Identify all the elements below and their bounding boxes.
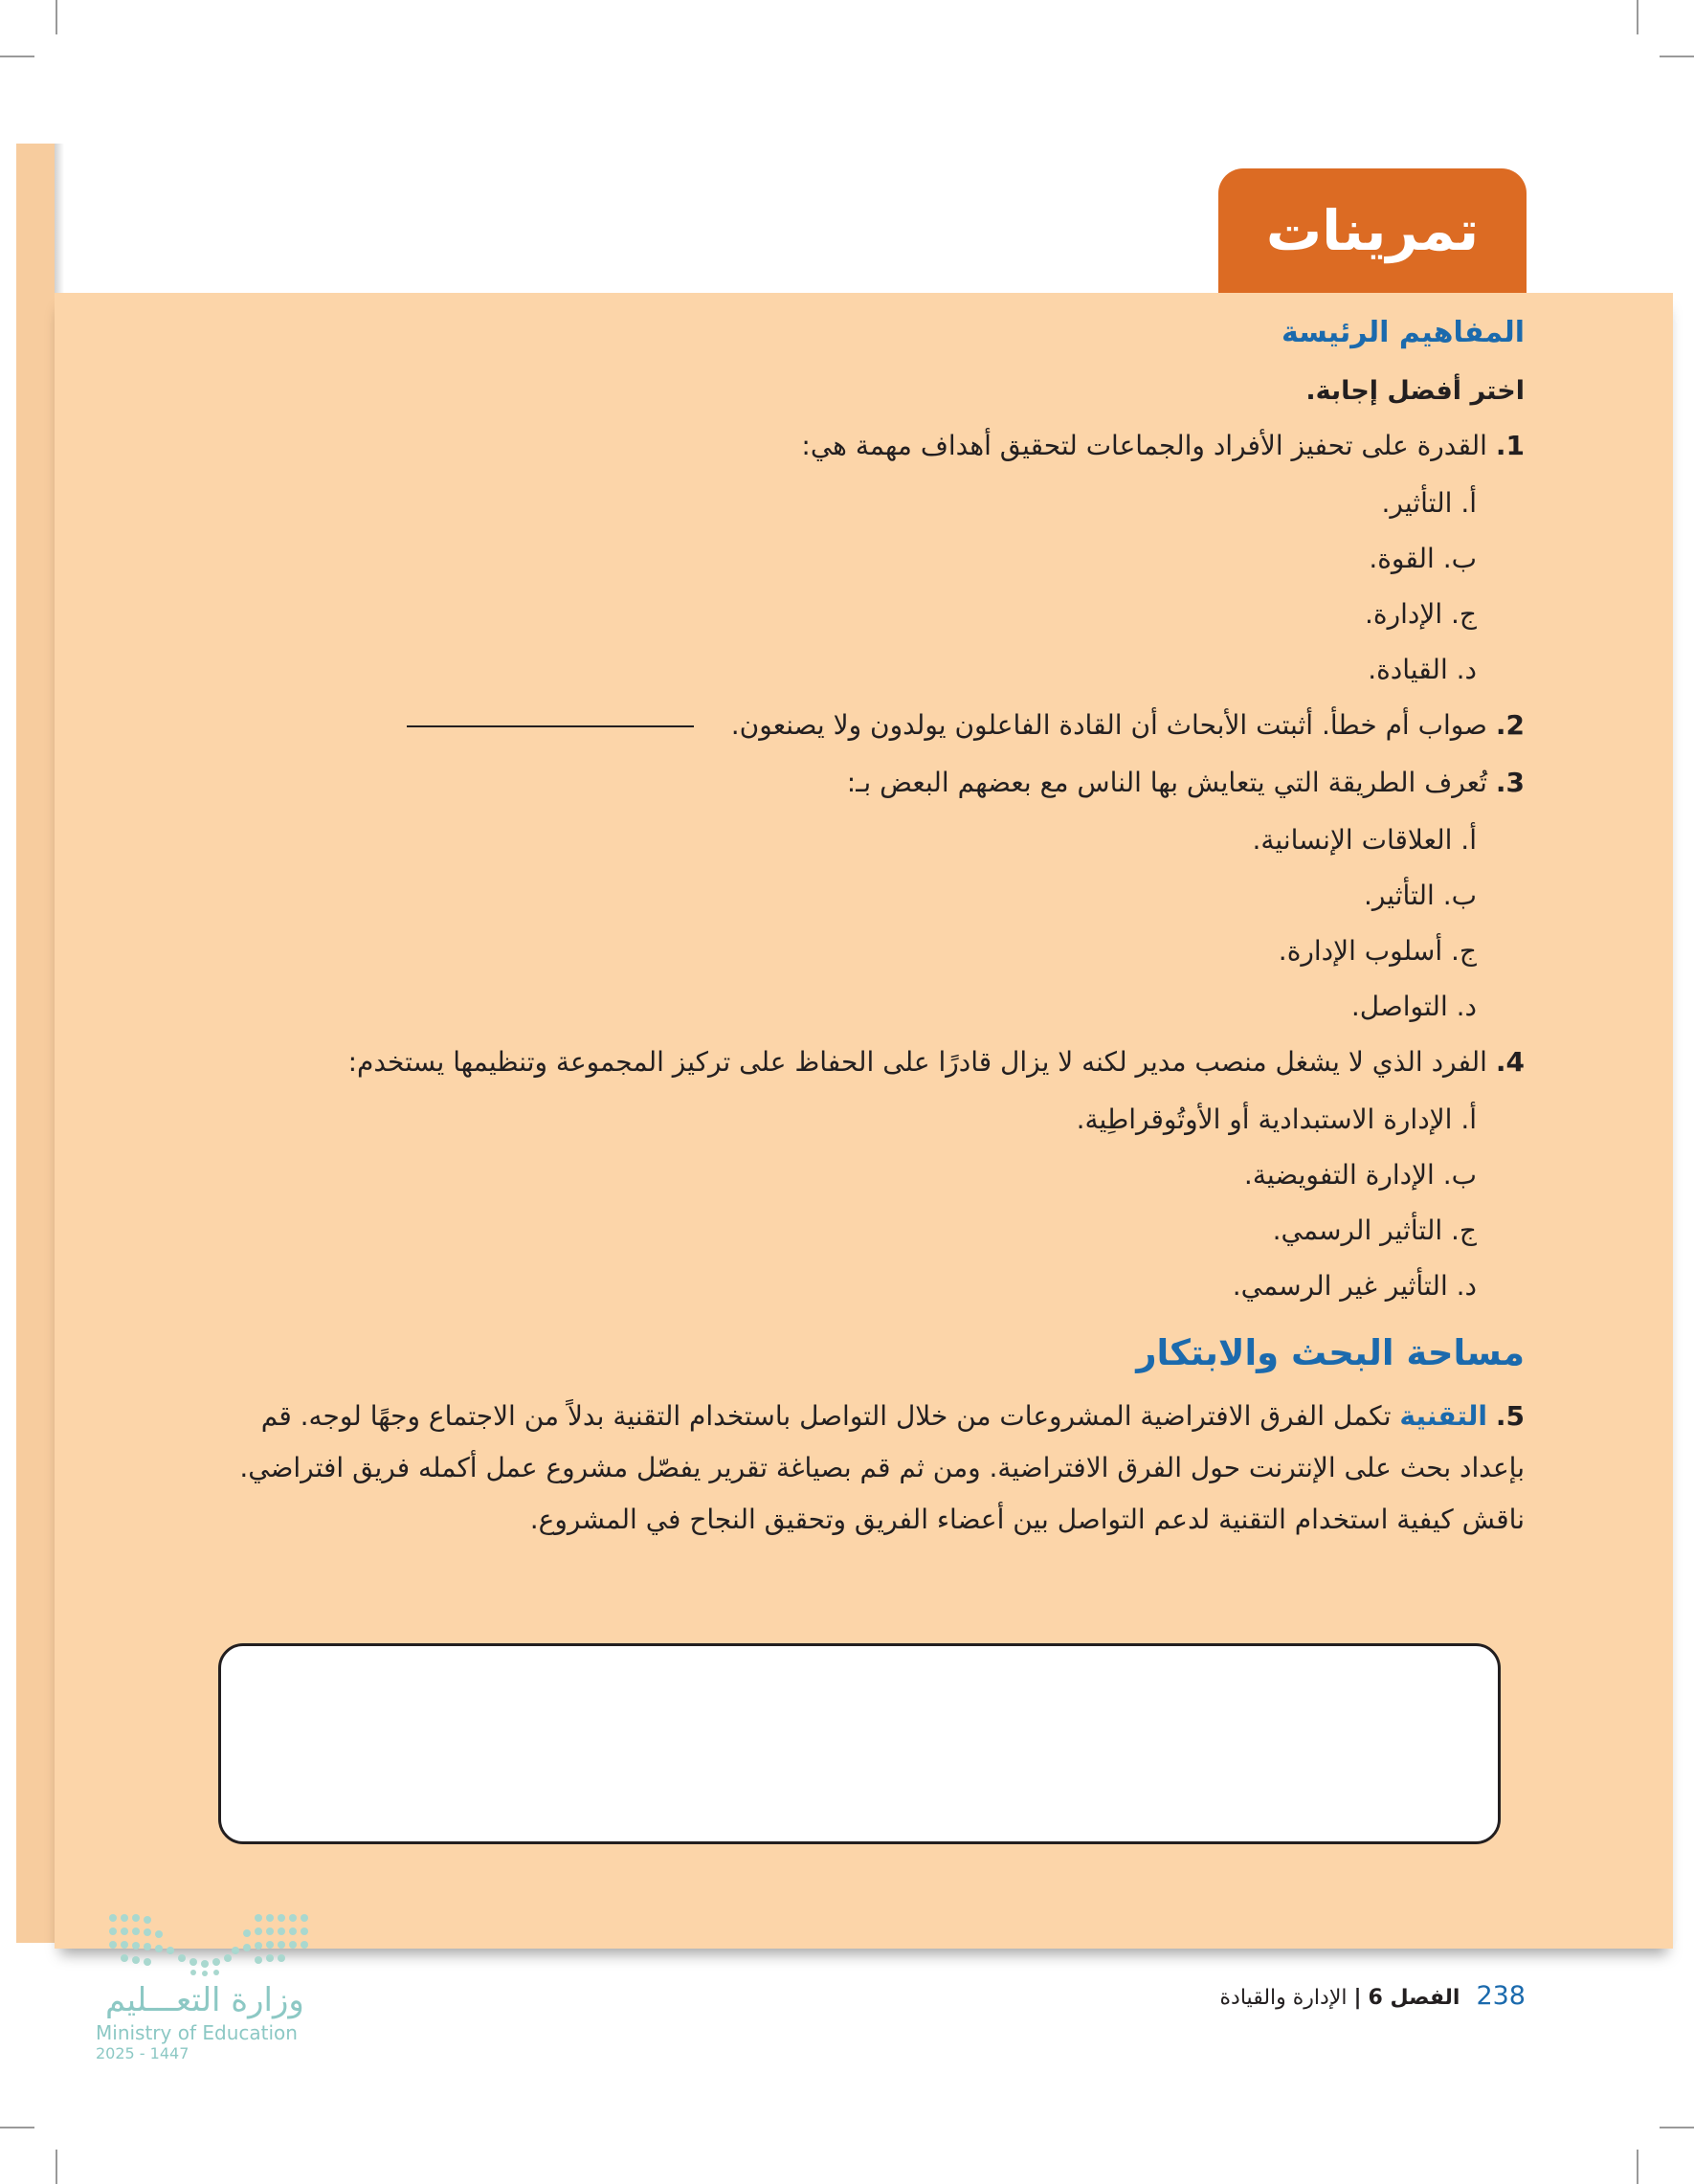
crop-mark <box>56 2150 57 2184</box>
question-1 <box>191 427 1525 465</box>
option-3a[interactable]: أ. العلاقات الإنسانية. <box>1252 824 1477 856</box>
exercises-title: تمرينات <box>1265 198 1480 263</box>
technology-keyword: التقنية <box>1399 1400 1487 1432</box>
question-text: تُعرف الطريقة التي يتعايش بها الناس مع بعضهم البعض بـ: <box>846 767 1487 798</box>
chapter-label: الفصل 6 <box>1368 1986 1460 2010</box>
question-text: صواب أم خطأ. أثبتت الأبحاث أن القادة الفاعلون يولدون ولا يصنعون. <box>730 709 1487 741</box>
instruction-text: اختر أفضل إجابة. <box>1305 376 1525 406</box>
research-heading: مساحة البحث والابتكار <box>1136 1332 1525 1373</box>
ministry-name-english: Ministry of Education <box>96 2021 298 2044</box>
exercises-tab <box>1218 168 1527 294</box>
crop-mark <box>1637 2150 1638 2184</box>
crop-mark <box>0 2127 34 2128</box>
option-4d[interactable]: د. التأثير غير الرسمي. <box>1232 1270 1477 1302</box>
option-4a[interactable]: أ. الإدارة الاستبدادية أو الأوتُوقراطِية. <box>1076 1103 1477 1135</box>
option-3b[interactable]: ب. التأثير. <box>1363 880 1477 911</box>
crop-mark <box>0 56 34 57</box>
question-number: 4. <box>1495 1046 1525 1078</box>
question-number: 3. <box>1495 767 1525 798</box>
ministry-name-arabic: وزارة التعـــليم <box>105 1981 304 2019</box>
question-3 <box>191 764 1525 802</box>
ministry-logo <box>96 1910 316 2062</box>
question-text: القدرة على تحفيز الأفراد والجماعات لتحقيق أهداف مهمة هي: <box>801 430 1487 461</box>
question-2 <box>191 706 1525 745</box>
crop-mark <box>1637 0 1638 34</box>
question-number: 2. <box>1495 709 1525 741</box>
chapter-title: الإدارة والقيادة <box>1219 1986 1348 2010</box>
option-1b[interactable]: ب. القوة. <box>1369 543 1477 574</box>
ministry-dots-icon <box>105 1910 316 1977</box>
question-number: 1. <box>1495 430 1525 461</box>
answer-box[interactable] <box>218 1643 1501 1844</box>
crop-mark <box>1660 2127 1694 2128</box>
page-footer <box>1220 1981 1526 2011</box>
ministry-year: 2025 - 1447 <box>96 2044 189 2062</box>
question-text: الفرد الذي لا يشغل منصب مدير لكنه لا يزال قادرًا على الحفاظ على تركيز المجموعة وتنظيمها يستخدم: <box>347 1046 1487 1078</box>
question-5 <box>191 1391 1525 1546</box>
option-1a[interactable]: أ. التأثير. <box>1381 487 1477 519</box>
page-number: 238 <box>1476 1981 1526 2011</box>
left-decorative-bar <box>16 144 55 1943</box>
question-text: تكمل الفرق الافتراضية المشروعات من خلال التواصل باستخدام التقنية بدلاً من الاجتماع وجهًا لوجه. قم بإعداد بحث على الإنترنت حول الفرق الافتراضية. ومن ثم قم بصياغة تقرير يفصّل مشروع عمل أكمله فريق افتراضي. ناقش كيفية استخدام التقنية لدعم التواصل بين أعضاء الفريق وتحقيق النجاح في المشروع. <box>239 1400 1525 1535</box>
crop-mark <box>56 0 57 34</box>
question-number: 5. <box>1495 1400 1525 1432</box>
answer-blank[interactable] <box>407 725 694 727</box>
option-4c[interactable]: ج. التأثير الرسمي. <box>1272 1215 1477 1246</box>
question-4 <box>191 1043 1525 1081</box>
option-4b[interactable]: ب. الإدارة التفويضية. <box>1243 1159 1477 1191</box>
option-1d[interactable]: د. القيادة. <box>1368 654 1477 685</box>
footer-separator: | <box>1353 1986 1362 2010</box>
option-1c[interactable]: ج. الإدارة. <box>1365 598 1477 630</box>
option-3c[interactable]: ج. أسلوب الإدارة. <box>1278 935 1477 967</box>
exercise-content <box>191 316 1525 1546</box>
option-3d[interactable]: د. التواصل. <box>1350 991 1477 1022</box>
crop-mark <box>1660 56 1694 57</box>
key-concepts-heading: المفاهيم الرئيسة <box>1282 316 1525 349</box>
